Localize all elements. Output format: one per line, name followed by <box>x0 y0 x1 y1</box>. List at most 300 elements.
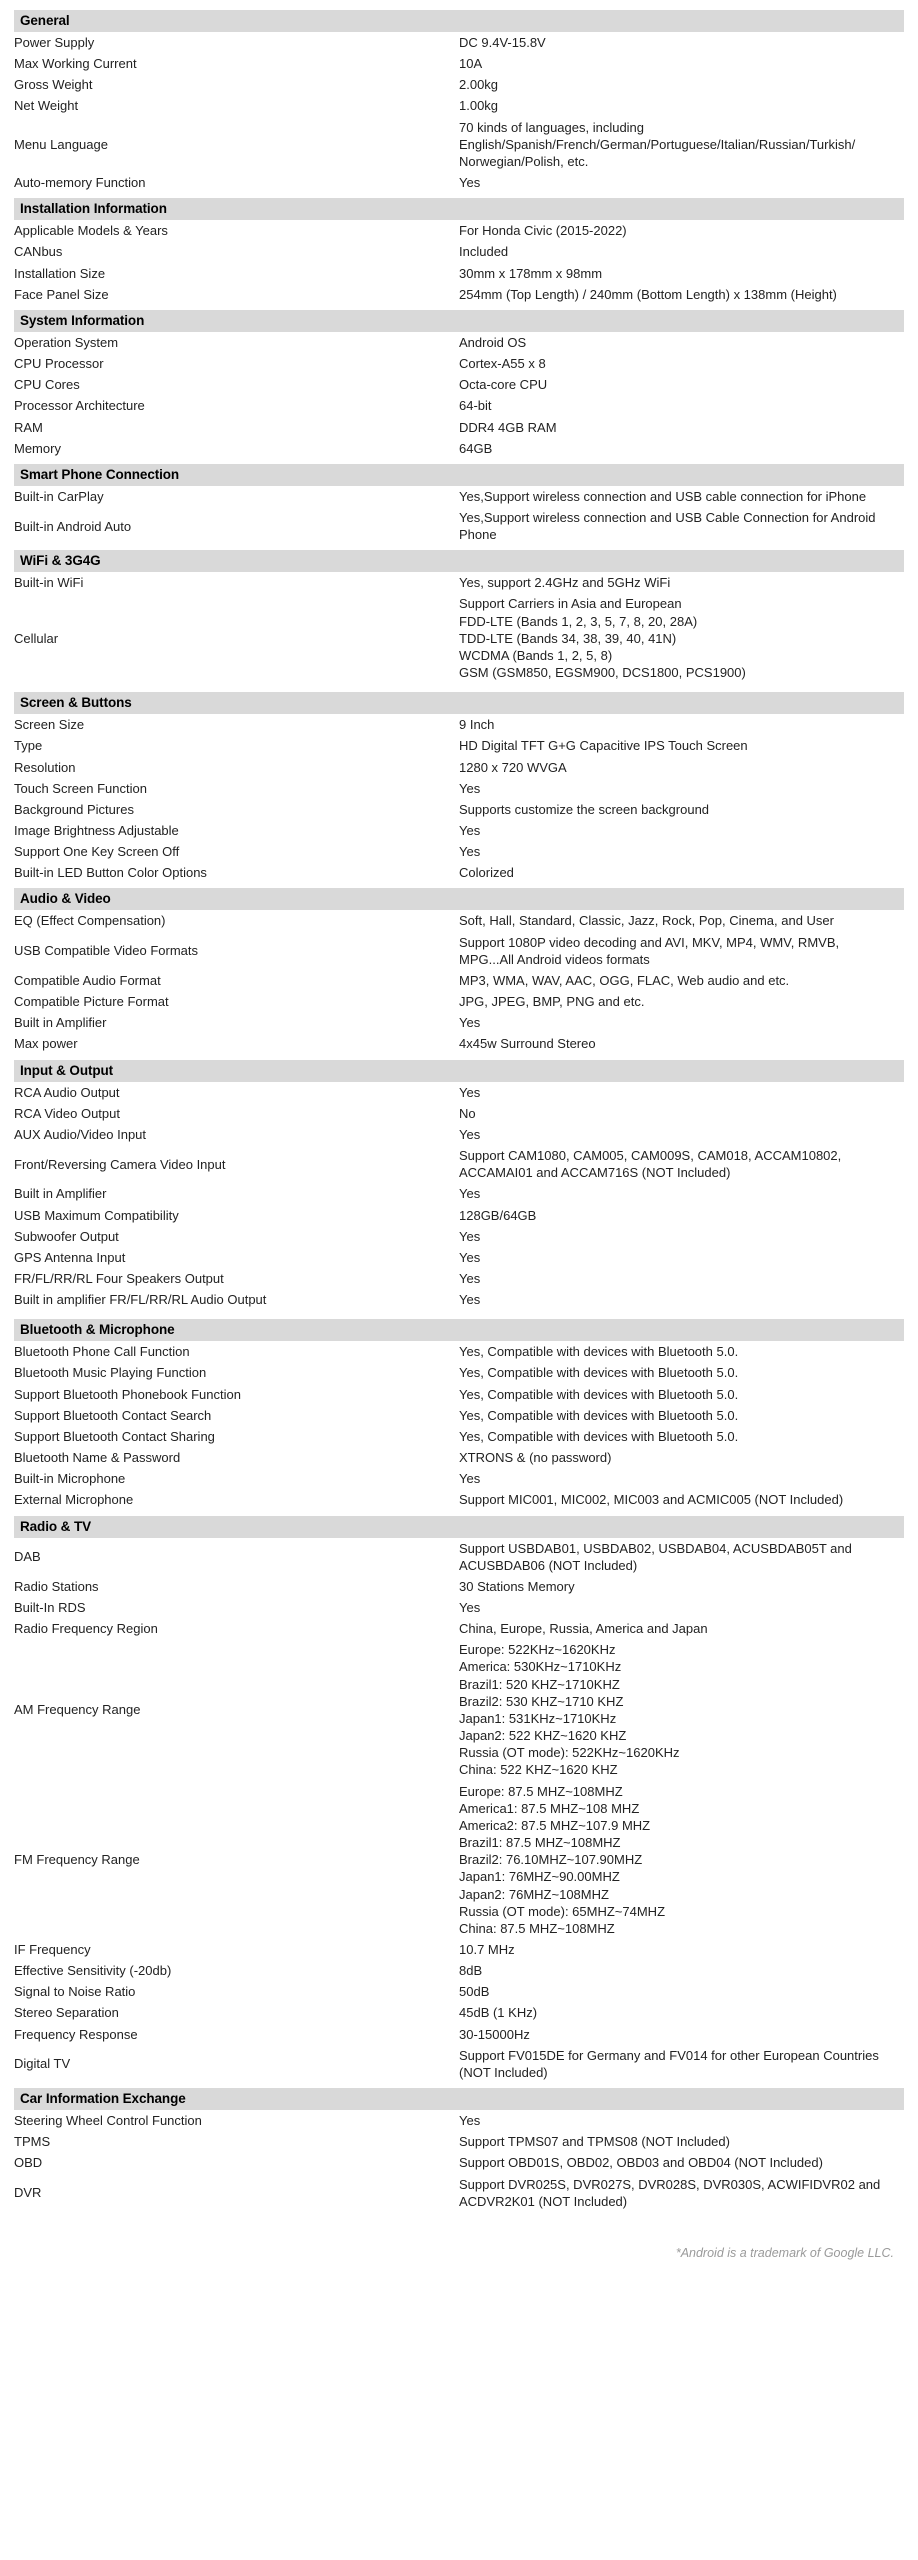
spec-label: Front/Reversing Camera Video Input <box>14 1156 226 1172</box>
spec-label: IF Frequency <box>14 1941 91 1957</box>
spec-value <box>459 1226 904 1247</box>
spec-value <box>459 417 904 438</box>
spec-value <box>459 438 904 459</box>
spec-label: Built-in Android Auto <box>14 518 132 534</box>
spec-value <box>459 374 904 395</box>
spec-value-line: GSM (GSM850, EGSM900, DCS1800, PCS1900) <box>459 665 746 681</box>
spec-label: Signal to Noise Ratio <box>14 1984 136 2000</box>
spec-label: Built in Amplifier <box>14 1186 107 1202</box>
spec-value <box>459 1183 904 1204</box>
spec-value <box>459 2045 904 2083</box>
spec-value <box>459 735 904 756</box>
spec-label: RAM <box>14 419 43 435</box>
spec-value <box>459 572 904 593</box>
section-title: Screen & Buttons <box>14 692 904 714</box>
spec-row <box>14 2110 904 2131</box>
spec-label: Compatible Picture Format <box>14 994 169 1010</box>
spec-value-line: HD Digital TFT G+G Capacitive IPS Touch Screen <box>459 738 748 754</box>
spec-label: Built-in WiFi <box>14 575 84 591</box>
spec-value-line: Norwegian/Polish, etc. <box>459 153 589 169</box>
spec-label: Frequency Response <box>14 2026 138 2042</box>
spec-value-line: 4x45w Surround Stereo <box>459 1036 596 1052</box>
spec-row <box>14 841 904 862</box>
spec-value <box>459 820 904 841</box>
spec-value <box>459 263 904 284</box>
spec-value-line: 2.00kg <box>459 77 499 93</box>
spec-value <box>459 799 904 820</box>
spec-value <box>459 1426 904 1447</box>
section-header <box>14 198 904 220</box>
spec-row <box>14 1268 904 1289</box>
spec-value <box>459 1447 904 1468</box>
spec-row <box>14 1939 904 1960</box>
spec-value <box>459 1468 904 1489</box>
spec-label: Bluetooth Name & Password <box>14 1450 181 1466</box>
spec-value-line: 64-bit <box>459 398 492 414</box>
spec-value-line: Support FV015DE for Germany and FV014 for other European Countries <box>459 2047 879 2063</box>
spec-value-line: Soft, Hall, Standard, Classic, Jazz, Rock, Pop, Cinema, and User <box>459 913 834 929</box>
spec-value <box>459 778 904 799</box>
spec-row <box>14 1289 904 1310</box>
spec-row <box>14 1405 904 1426</box>
section-title: General <box>14 10 904 32</box>
spec-value-line: Support USBDAB01, USBDAB02, USBDAB04, ACUSBDAB05T and <box>459 1540 852 1556</box>
spec-label: Built in Amplifier <box>14 1015 107 1031</box>
spec-value-line: Yes <box>459 823 481 838</box>
spec-value-line: Yes, Compatible with devices with Bluetooth 5.0. <box>459 1428 739 1444</box>
spec-value <box>459 1289 904 1310</box>
spec-value <box>459 714 904 735</box>
spec-row <box>14 572 904 593</box>
spec-value-line: 30mm x 178mm x 98mm <box>459 265 603 281</box>
spec-label: RCA Video Output <box>14 1105 120 1121</box>
spec-value <box>459 1405 904 1426</box>
spec-value-line: Russia (OT mode): 65MHZ~74MHZ <box>459 1903 666 1919</box>
spec-value <box>459 2152 904 2173</box>
spec-label: DAB <box>14 1549 41 1565</box>
spec-row <box>14 284 904 305</box>
spec-value <box>459 1597 904 1618</box>
spec-row <box>14 1247 904 1268</box>
spec-row <box>14 1576 904 1597</box>
spec-value-line: Yes <box>459 1228 481 1244</box>
spec-value <box>459 757 904 778</box>
spec-value <box>459 53 904 74</box>
spec-value <box>459 1960 904 1981</box>
spec-label: Applicable Models & Years <box>14 223 168 239</box>
spec-row <box>14 53 904 74</box>
spec-value <box>459 1082 904 1103</box>
section-spacer <box>14 1310 904 1319</box>
spec-label: Face Panel Size <box>14 286 109 302</box>
spec-value-line: 30 Stations Memory <box>459 1578 575 1594</box>
spec-value-line: No <box>459 1105 476 1121</box>
spec-label: Built-In RDS <box>14 1600 86 1615</box>
section-header <box>14 2088 904 2110</box>
section-title: Radio & TV <box>14 1516 904 1538</box>
spec-value-line: 45dB (1 KHz) <box>459 2005 538 2021</box>
spec-label: RCA Audio Output <box>14 1084 120 1100</box>
spec-label: Background Pictures <box>14 801 134 817</box>
spec-value <box>459 1268 904 1289</box>
spec-row <box>14 1082 904 1103</box>
spec-value <box>459 1538 904 1576</box>
spec-value <box>459 353 904 374</box>
spec-value-line: Russia (OT mode): 522KHz~1620KHz <box>459 1745 680 1761</box>
spec-value-line: Yes, Compatible with devices with Bluetooth 5.0. <box>459 1365 739 1381</box>
spec-value-line: Support CAM1080, CAM005, CAM009S, CAM018, ACCAM10802, <box>459 1148 842 1164</box>
spec-value <box>459 220 904 241</box>
spec-value <box>459 2131 904 2152</box>
spec-value-line: Brazil1: 87.5 MHZ~108MHZ <box>459 1835 621 1851</box>
spec-value-line: XTRONS & (no password) <box>459 1450 612 1466</box>
spec-value-line: Cortex-A55 x 8 <box>459 356 546 372</box>
spec-value-line: ACDVR2K01 (NOT Included) <box>459 2193 628 2209</box>
section-header <box>14 1516 904 1538</box>
spec-row <box>14 417 904 438</box>
spec-label: Resolution <box>14 759 76 775</box>
spec-row <box>14 1597 904 1618</box>
spec-value <box>459 910 904 931</box>
spec-label: AUX Audio/Video Input <box>14 1126 147 1142</box>
spec-row <box>14 374 904 395</box>
spec-value <box>459 1489 904 1510</box>
spec-row <box>14 757 904 778</box>
spec-row <box>14 1468 904 1489</box>
spec-row <box>14 991 904 1012</box>
spec-value-line: ACCAMAI01 and ACCAM716S (NOT Included) <box>459 1165 731 1181</box>
spec-label: Radio Frequency Region <box>14 1621 158 1637</box>
spec-value <box>459 1205 904 1226</box>
spec-row <box>14 1226 904 1247</box>
spec-value <box>459 284 904 305</box>
spec-row <box>14 1960 904 1981</box>
spec-value-line: Japan1: 531KHz~1710KHz <box>459 1710 617 1726</box>
spec-row <box>14 353 904 374</box>
spec-row <box>14 1447 904 1468</box>
spec-value <box>459 1103 904 1124</box>
spec-value <box>459 1124 904 1145</box>
spec-label: Cellular <box>14 630 59 646</box>
spec-label: AM Frequency Range <box>14 1702 141 1718</box>
spec-value <box>459 2110 904 2131</box>
section-header <box>14 464 904 486</box>
spec-value <box>459 841 904 862</box>
spec-row <box>14 241 904 262</box>
section-title: Audio & Video <box>14 888 904 910</box>
spec-value-line: China: 522 KHZ~1620 KHZ <box>459 1762 618 1778</box>
spec-label: Bluetooth Music Playing Function <box>14 1365 207 1381</box>
spec-label: TPMS <box>14 2134 51 2150</box>
spec-value <box>459 1012 904 1033</box>
spec-row <box>14 970 904 991</box>
spec-value-line: ACUSBDAB06 (NOT Included) <box>459 1557 638 1573</box>
spec-value-line: Support Carriers in Asia and European <box>459 596 682 612</box>
spec-value <box>459 1781 904 1939</box>
spec-value-line: Yes <box>459 780 481 796</box>
spec-value <box>459 1247 904 1268</box>
spec-label: FM Frequency Range <box>14 1852 140 1868</box>
spec-value-line: 8dB <box>459 1963 483 1979</box>
spec-row <box>14 910 904 931</box>
spec-label: Support Bluetooth Contact Search <box>14 1407 212 1423</box>
spec-row <box>14 593 904 683</box>
spec-value-line: 1280 x 720 WVGA <box>459 759 567 775</box>
spec-row <box>14 1205 904 1226</box>
spec-row <box>14 74 904 95</box>
spec-label: Bluetooth Phone Call Function <box>14 1344 190 1360</box>
spec-row <box>14 799 904 820</box>
spec-value-line: MPG...All Android videos formats <box>459 951 650 967</box>
spec-value-line: Supports customize the screen background <box>459 801 710 817</box>
spec-label: Installation Size <box>14 265 106 281</box>
spec-row <box>14 1618 904 1639</box>
spec-value-line: Colorized <box>459 865 514 881</box>
spec-value <box>459 1939 904 1960</box>
spec-label: Stereo Separation <box>14 2005 119 2021</box>
spec-value <box>459 991 904 1012</box>
spec-value-line: DDR4 4GB RAM <box>459 419 557 435</box>
spec-row <box>14 507 904 545</box>
spec-value-line: China: 87.5 MHZ~108MHZ <box>459 1920 615 1936</box>
spec-label: Built-in CarPlay <box>14 488 104 504</box>
spec-value <box>459 332 904 353</box>
spec-value-line: Support MIC001, MIC002, MIC003 and ACMIC005 (NOT Included) <box>459 1492 844 1508</box>
spec-value-line: Yes, Compatible with devices with Bluetooth 5.0. <box>459 1407 739 1423</box>
spec-value-line: 64GB <box>459 440 493 456</box>
spec-value-line: America1: 87.5 MHZ~108 MHZ <box>459 1800 640 1816</box>
spec-label: Image Brightness Adjustable <box>14 823 179 838</box>
section-header <box>14 888 904 910</box>
spec-value-line: 9 Inch <box>459 717 495 733</box>
spec-value <box>459 507 904 545</box>
spec-row <box>14 2152 904 2173</box>
spec-value <box>459 1981 904 2002</box>
spec-value <box>459 74 904 95</box>
spec-value-line: Phone <box>459 527 497 543</box>
spec-row <box>14 735 904 756</box>
spec-value <box>459 1145 904 1183</box>
spec-row <box>14 2174 904 2212</box>
spec-value-line: TDD-LTE (Bands 34, 38, 39, 40, 41N) <box>459 630 677 646</box>
spec-row <box>14 714 904 735</box>
spec-label: Built-in Microphone <box>14 1471 126 1487</box>
spec-row <box>14 932 904 970</box>
spec-value <box>459 1033 904 1054</box>
spec-value-line: Included <box>459 244 509 260</box>
spec-row <box>14 1362 904 1383</box>
spec-row <box>14 1538 904 1576</box>
spec-label: Steering Wheel Control Function <box>14 2113 202 2129</box>
spec-value-line: Yes <box>459 1270 481 1286</box>
spec-row <box>14 438 904 459</box>
spec-row <box>14 1981 904 2002</box>
spec-value-line: English/Spanish/French/German/Portuguese/Italian/Russian/Turkish/ <box>459 136 856 152</box>
spec-label: USB Compatible Video Formats <box>14 943 199 959</box>
section-title: Bluetooth & Microphone <box>14 1319 904 1341</box>
spec-value-line: Support DVR025S, DVR027S, DVR028S, DVR030S, ACWIFIDVR02 and <box>459 2176 881 2192</box>
spec-value-line: Yes,Support wireless connection and USB Cable Connection for Android <box>459 509 876 525</box>
spec-label: Power Supply <box>14 35 95 50</box>
spec-value-line: Japan2: 522 KHZ~1620 KHZ <box>459 1728 627 1744</box>
spec-label: OBD <box>14 2155 43 2171</box>
spec-label: Menu Language <box>14 136 108 152</box>
spec-label: Net Weight <box>14 98 79 114</box>
spec-row <box>14 2045 904 2083</box>
spec-value-line: MP3, WMA, WAV, AAC, OGG, FLAC, Web audio and etc. <box>459 972 790 988</box>
spec-row <box>14 2002 904 2023</box>
spec-row <box>14 1183 904 1204</box>
spec-label: CPU Cores <box>14 377 80 393</box>
spec-value-line: Support TPMS07 and TPMS08 (NOT Included) <box>459 2134 730 2150</box>
spec-value-line: Yes <box>459 1084 481 1100</box>
section-title: Input & Output <box>14 1060 904 1082</box>
section-title: Car Information Exchange <box>14 2088 904 2110</box>
spec-row <box>14 1012 904 1033</box>
spec-value <box>459 1384 904 1405</box>
section-header <box>14 1319 904 1341</box>
spec-label: Support Bluetooth Phonebook Function <box>14 1386 241 1402</box>
spec-label: FR/FL/RR/RL Four Speakers Output <box>14 1270 224 1286</box>
trademark-footnote: *Android is a trademark of Google LLC. <box>675 2245 894 2260</box>
spec-value <box>459 1618 904 1639</box>
spec-label: Subwoofer Output <box>14 1228 119 1244</box>
spec-row <box>14 1384 904 1405</box>
spec-value <box>459 1341 904 1362</box>
spec-value-line: America2: 87.5 MHZ~107.9 MHZ <box>459 1817 651 1833</box>
section-title: System Information <box>14 310 904 332</box>
specification-table <box>14 10 904 2212</box>
section-header <box>14 310 904 332</box>
spec-value-line: 1.00kg <box>459 98 499 114</box>
spec-value-line: Octa-core CPU <box>459 377 548 393</box>
spec-value-line: 254mm (Top Length) / 240mm (Bottom Length) x 138mm (Height) <box>459 286 837 302</box>
spec-label: Radio Stations <box>14 1578 99 1594</box>
spec-value-line: Yes <box>459 2113 481 2129</box>
spec-value-line: 30-15000Hz <box>459 2026 530 2042</box>
spec-value-line: Japan1: 76MHZ~90.00MHZ <box>459 1869 620 1885</box>
spec-label: Operation System <box>14 334 119 350</box>
spec-value-line: DC 9.4V-15.8V <box>459 35 546 50</box>
spec-label: Screen Size <box>14 717 85 733</box>
spec-value <box>459 32 904 53</box>
section-header <box>14 10 904 32</box>
spec-label: GPS Antenna Input <box>14 1249 126 1265</box>
spec-row <box>14 1781 904 1939</box>
spec-value <box>459 241 904 262</box>
spec-value <box>459 932 904 970</box>
spec-value-line: Yes <box>459 844 481 860</box>
spec-label: Digital TV <box>14 2056 71 2072</box>
spec-row <box>14 117 904 172</box>
spec-value-line: Yes,Support wireless connection and USB cable connection for iPhone <box>459 488 867 504</box>
spec-label: DVR <box>14 2185 42 2201</box>
section-title: WiFi & 3G4G <box>14 550 904 572</box>
spec-row <box>14 1124 904 1145</box>
spec-value-line: Yes <box>459 1126 481 1142</box>
spec-label: Built-in LED Button Color Options <box>14 865 207 881</box>
spec-label: Processor Architecture <box>14 398 145 414</box>
spec-value-line: For Honda Civic (2015-2022) <box>459 223 627 239</box>
spec-row <box>14 332 904 353</box>
spec-row <box>14 1033 904 1054</box>
spec-label: Compatible Audio Format <box>14 972 161 988</box>
spec-value-line: WCDMA (Bands 1, 2, 5, 8) <box>459 647 613 663</box>
spec-value-line: Android OS <box>459 334 527 350</box>
spec-value <box>459 117 904 172</box>
section-header <box>14 550 904 572</box>
spec-value-line: Yes <box>459 175 481 191</box>
spec-value-line: Yes <box>459 1249 481 1265</box>
spec-value-line: America: 530KHz~1710KHz <box>459 1659 622 1675</box>
spec-value-line: FDD-LTE (Bands 1, 2, 3, 5, 7, 8, 20, 28A) <box>459 613 698 629</box>
spec-row <box>14 32 904 53</box>
spec-row <box>14 1639 904 1780</box>
spec-value-line: Yes <box>459 1471 481 1487</box>
spec-label: Max Working Current <box>14 56 137 72</box>
spec-label: Built in amplifier FR/FL/RR/RL Audio Output <box>14 1292 267 1308</box>
spec-value-line: Yes <box>459 1292 481 1308</box>
spec-value <box>459 862 904 883</box>
spec-row <box>14 1145 904 1183</box>
spec-row <box>14 395 904 416</box>
spec-label: USB Maximum Compatibility <box>14 1207 179 1223</box>
spec-label: CANbus <box>14 244 63 260</box>
spec-row <box>14 263 904 284</box>
section-header <box>14 692 904 714</box>
spec-label: CPU Processor <box>14 356 104 372</box>
spec-value-line: Brazil2: 76.10MHZ~107.90MHZ <box>459 1852 643 1868</box>
section-title: Smart Phone Connection <box>14 464 904 486</box>
spec-label: Support Bluetooth Contact Sharing <box>14 1428 215 1444</box>
spec-value-line: 10A <box>459 56 483 72</box>
spec-row <box>14 1489 904 1510</box>
spec-value <box>459 395 904 416</box>
spec-value-line: 50dB <box>459 1984 490 2000</box>
spec-label: Type <box>14 738 43 754</box>
spec-value-line: Europe: 522KHz~1620KHz <box>459 1642 616 1658</box>
spec-value-line: Japan2: 76MHZ~108MHZ <box>459 1886 609 1902</box>
spec-value <box>459 2174 904 2212</box>
spec-value-line: Yes <box>459 1015 481 1031</box>
spec-row <box>14 862 904 883</box>
spec-label: Support One Key Screen Off <box>14 844 180 860</box>
spec-row <box>14 778 904 799</box>
section-spacer <box>14 683 904 692</box>
spec-label: Effective Sensitivity (-20db) <box>14 1963 172 1979</box>
spec-value <box>459 1639 904 1780</box>
spec-value <box>459 95 904 116</box>
section-title: Installation Information <box>14 198 904 220</box>
spec-row <box>14 1341 904 1362</box>
spec-value-line: 10.7 MHz <box>459 1941 515 1957</box>
spec-value-line: 70 kinds of languages, including <box>459 119 645 135</box>
spec-value <box>459 172 904 193</box>
spec-value-line: 128GB/64GB <box>459 1207 537 1223</box>
spec-row <box>14 2131 904 2152</box>
spec-value-line: Support OBD01S, OBD02, OBD03 and OBD04 (NOT Included) <box>459 2155 823 2171</box>
spec-row <box>14 1103 904 1124</box>
spec-value-line: Brazil2: 530 KHZ~1710 KHZ <box>459 1693 624 1709</box>
spec-row <box>14 486 904 507</box>
spec-row <box>14 2024 904 2045</box>
spec-row <box>14 172 904 193</box>
spec-row <box>14 820 904 841</box>
spec-label: Gross Weight <box>14 77 93 93</box>
spec-value-line: Yes, Compatible with devices with Bluetooth 5.0. <box>459 1386 739 1402</box>
spec-row <box>14 95 904 116</box>
spec-value <box>459 486 904 507</box>
